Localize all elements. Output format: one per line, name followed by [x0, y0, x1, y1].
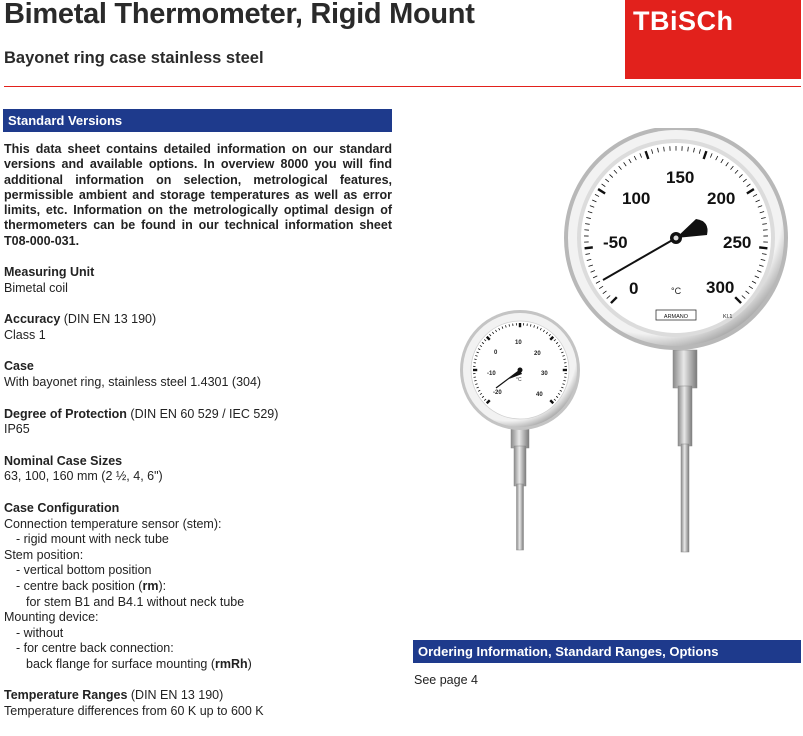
config-line: - for centre back connection: [4, 641, 394, 657]
config-line: Connection temperature sensor (stem): [4, 517, 394, 533]
measuring-unit-value: Bimetal coil [4, 281, 394, 297]
large-gauge-label: 200 [707, 189, 735, 208]
brand-logo-text: TBiSCh [633, 6, 734, 37]
temperature-ranges-value: Temperature differences from 60 K up to 600 K [4, 704, 394, 720]
config-line: Mounting device: [4, 610, 394, 626]
measuring-unit-heading: Measuring Unit [4, 265, 394, 281]
small-gauge-label: 20 [534, 351, 541, 357]
config-line: back flange for surface mounting (rmRh) [4, 657, 394, 673]
case-section [4, 359, 394, 390]
config-line: - without [4, 626, 394, 642]
case-sizes-heading: Nominal Case Sizes [4, 454, 394, 470]
page-title: Bimetal Thermometer, Rigid Mount [4, 0, 475, 31]
config-line: for stem B1 and B4.1 without neck tube [4, 595, 394, 611]
gauge-tick [530, 324, 531, 326]
gauge-tick [474, 380, 476, 381]
accuracy-heading: Accuracy [4, 312, 60, 326]
config-line: - vertical bottom position [4, 563, 394, 579]
large-gauge-label: 100 [622, 189, 650, 208]
case-config-heading: Case Configuration [4, 501, 394, 517]
large-gauge-label: 150 [666, 168, 694, 187]
protection-heading: Degree of Protection [4, 407, 127, 421]
gauge-tick [509, 324, 510, 326]
page-subtitle: Bayonet ring case stainless steel [4, 49, 264, 68]
gauge-tick [474, 359, 476, 360]
protection-value: IP65 [4, 422, 394, 438]
small-gauge-label: 40 [536, 392, 543, 398]
config-line: - rigid mount with neck tube [4, 532, 394, 548]
gauge-tick [563, 380, 565, 381]
gauge-tick [759, 247, 767, 248]
thermometer-photo [410, 128, 802, 558]
brand-logo [625, 0, 801, 79]
standard-versions-bar: Standard Versions [3, 109, 392, 132]
temperature-ranges-note: (DIN EN 13 190) [127, 688, 223, 702]
protection-section [4, 407, 394, 438]
large-gauge-label: 0 [629, 279, 638, 298]
small-gauge-label: -10 [487, 371, 496, 377]
accuracy-section [4, 312, 394, 343]
small-gauge-label: 30 [541, 371, 548, 377]
protection-note: (DIN EN 60 529 / IEC 529) [127, 407, 278, 421]
gauge-class-mark: Kl.1 [723, 314, 732, 320]
temperature-ranges-section [4, 688, 394, 719]
large-gauge [564, 128, 788, 350]
intro-paragraph: This data sheet contains detailed information on our standard versions and available options. In overview 8000 you will find additional information on selection, metrological features, permissible ambient and storage temperatures as well as error limits, etc. Information on the metrologically optimal design of thermometers can be found in our technical information sheet T08-000-031. [4, 142, 392, 249]
see-page-reference: See page 4 [414, 673, 478, 687]
small-gauge-label: 0 [494, 350, 498, 356]
measuring-unit-section [4, 265, 394, 296]
gauge-tick [585, 247, 593, 248]
config-line: Stem position: [4, 548, 394, 564]
large-gauge-label: 250 [723, 233, 751, 252]
gauge-tick [563, 359, 565, 360]
temperature-ranges-heading: Temperature Ranges [4, 688, 127, 702]
small-gauge [460, 310, 580, 430]
large-gauge-unit: °C [671, 286, 682, 296]
small-gauge-label: -20 [493, 390, 502, 396]
large-gauge-label: -50 [603, 233, 628, 252]
case-value: With bayonet ring, stainless steel 1.4301 (304) [4, 375, 394, 391]
config-line: - centre back position (rm): [4, 579, 394, 595]
case-sizes-section [4, 454, 394, 485]
accuracy-value: Class 1 [4, 328, 394, 344]
header-divider [4, 86, 801, 87]
spec-list [4, 265, 394, 736]
gauge-brand-plate: ARMANO [664, 314, 689, 320]
case-sizes-value: 63, 100, 160 mm (2 ½, 4, 6") [4, 469, 394, 485]
small-gauge-unit: °C [516, 377, 522, 383]
ordering-info-bar: Ordering Information, Standard Ranges, Options [413, 640, 801, 663]
case-config-section [4, 501, 394, 673]
large-gauge-label: 300 [706, 278, 734, 297]
case-heading: Case [4, 359, 394, 375]
accuracy-note: (DIN EN 13 190) [60, 312, 156, 326]
small-gauge-label: 10 [515, 340, 522, 346]
